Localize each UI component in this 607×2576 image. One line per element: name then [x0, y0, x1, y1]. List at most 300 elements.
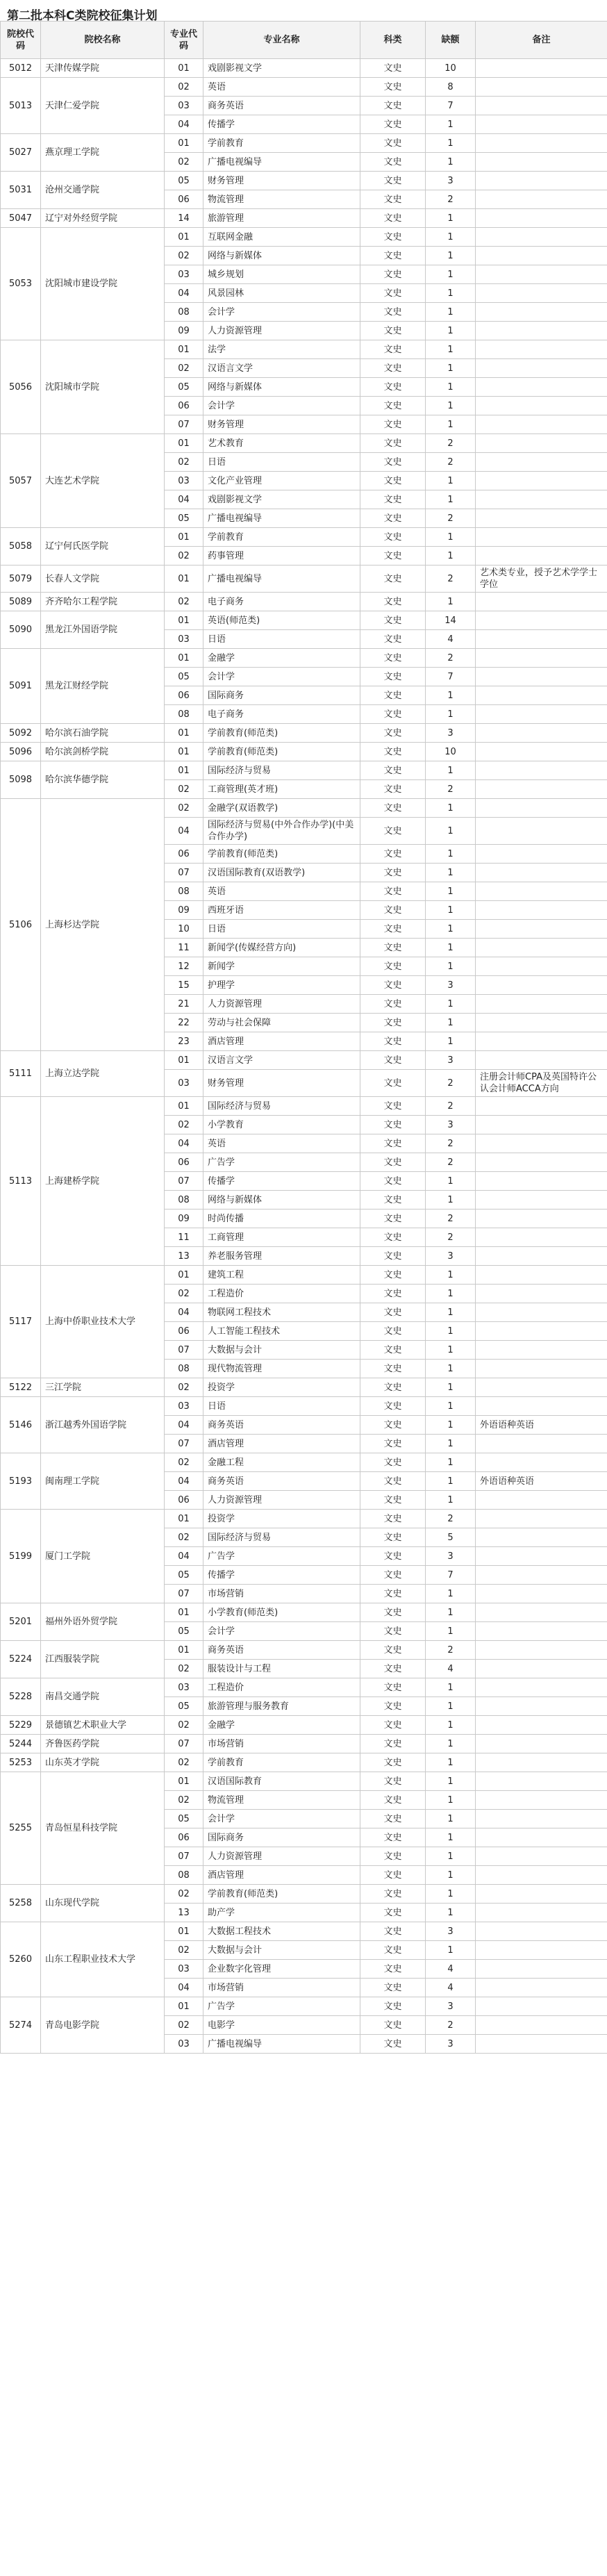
major-name: 人力资源管理 [203, 322, 360, 340]
remarks [476, 1922, 607, 1941]
major-name: 广播电视编导 [203, 565, 360, 593]
category: 文史 [360, 668, 426, 686]
major-code: 02 [165, 1753, 203, 1772]
remarks [476, 957, 607, 976]
category: 文史 [360, 1453, 426, 1472]
vacancy: 1 [426, 415, 476, 434]
school-name: 江西服装学院 [41, 1641, 165, 1678]
remarks [476, 1772, 607, 1791]
table-row [1, 565, 607, 593]
remarks [476, 97, 607, 115]
school-name: 闽南理工学院 [41, 1453, 165, 1510]
category: 文史 [360, 1416, 426, 1435]
major-name: 人力资源管理 [203, 1847, 360, 1866]
vacancy: 1 [426, 1885, 476, 1904]
school-name: 大连艺术学院 [41, 434, 165, 528]
school-code: 5089 [1, 593, 41, 611]
category: 文史 [360, 1472, 426, 1491]
table-row [1, 1378, 607, 1397]
major-name: 传播学 [203, 1172, 360, 1191]
school-name: 南昌交通学院 [41, 1678, 165, 1716]
remarks [476, 78, 607, 97]
vacancy: 10 [426, 59, 476, 78]
major-code: 07 [165, 1847, 203, 1866]
major-code: 01 [165, 528, 203, 547]
major-name: 互联网金融 [203, 228, 360, 247]
category: 文史 [360, 59, 426, 78]
vacancy: 1 [426, 1622, 476, 1641]
vacancy: 3 [426, 1997, 476, 2016]
vacancy: 1 [426, 528, 476, 547]
vacancy: 5 [426, 1528, 476, 1547]
category: 文史 [360, 1070, 426, 1097]
major-name: 广播电视编导 [203, 153, 360, 172]
school-code: 5228 [1, 1678, 41, 1716]
major-name: 商务英语 [203, 97, 360, 115]
vacancy: 1 [426, 845, 476, 864]
school-name: 沈阳城市建设学院 [41, 228, 165, 340]
major-name: 学前教育 [203, 1753, 360, 1772]
remarks [476, 415, 607, 434]
remarks [476, 1051, 607, 1070]
major-code: 08 [165, 1191, 203, 1209]
vacancy: 1 [426, 686, 476, 705]
major-name: 会计学 [203, 303, 360, 322]
vacancy: 3 [426, 1051, 476, 1070]
vacancy: 1 [426, 818, 476, 845]
major-code: 01 [165, 1997, 203, 2016]
major-code: 01 [165, 743, 203, 761]
vacancy: 1 [426, 705, 476, 724]
category: 文史 [360, 1979, 426, 1997]
category: 文史 [360, 845, 426, 864]
school-code: 5193 [1, 1453, 41, 1510]
major-code: 05 [165, 1566, 203, 1585]
category: 文史 [360, 1941, 426, 1960]
category: 文史 [360, 378, 426, 397]
school-code: 5090 [1, 611, 41, 649]
major-code: 15 [165, 976, 203, 995]
remarks [476, 1547, 607, 1566]
remarks [476, 593, 607, 611]
major-code: 04 [165, 490, 203, 509]
vacancy: 1 [426, 1716, 476, 1735]
major-code: 02 [165, 1885, 203, 1904]
remarks [476, 649, 607, 668]
remarks [476, 705, 607, 724]
category: 文史 [360, 415, 426, 434]
header-remarks: 备注 [476, 22, 607, 59]
major-name: 现代物流管理 [203, 1360, 360, 1378]
major-code: 01 [165, 611, 203, 630]
category: 文史 [360, 724, 426, 743]
category: 文史 [360, 134, 426, 153]
major-name: 劳动与社会保障 [203, 1014, 360, 1032]
vacancy: 1 [426, 593, 476, 611]
school-name: 天津仁爱学院 [41, 78, 165, 134]
major-code: 06 [165, 1828, 203, 1847]
table-row [1, 434, 607, 453]
table-row [1, 1641, 607, 1660]
vacancy: 3 [426, 1116, 476, 1134]
vacancy: 1 [426, 1378, 476, 1397]
major-name: 市场营销 [203, 1585, 360, 1603]
remarks [476, 322, 607, 340]
major-code: 02 [165, 78, 203, 97]
table-row [1, 209, 607, 228]
school-name: 浙江越秀外国语学院 [41, 1397, 165, 1453]
school-name: 长春人文学院 [41, 565, 165, 593]
vacancy: 1 [426, 284, 476, 303]
remarks [476, 611, 607, 630]
school-name: 齐鲁医药学院 [41, 1735, 165, 1753]
remarks [476, 818, 607, 845]
vacancy: 1 [426, 134, 476, 153]
major-name: 广播电视编导 [203, 2035, 360, 2054]
remarks [476, 1491, 607, 1510]
school-code: 5079 [1, 565, 41, 593]
major-code: 08 [165, 705, 203, 724]
category: 文史 [360, 1097, 426, 1116]
major-name: 药事管理 [203, 547, 360, 565]
vacancy: 2 [426, 1134, 476, 1153]
table-row [1, 78, 607, 97]
category: 文史 [360, 686, 426, 705]
recruitment-table [0, 21, 607, 2054]
school-name: 辽宁对外经贸学院 [41, 209, 165, 228]
major-name: 艺术教育 [203, 434, 360, 453]
remarks [476, 340, 607, 359]
school-name: 天津传媒学院 [41, 59, 165, 78]
category: 文史 [360, 743, 426, 761]
major-name: 护理学 [203, 976, 360, 995]
major-name: 汉语言文学 [203, 359, 360, 378]
major-name: 人力资源管理 [203, 995, 360, 1014]
remarks [476, 1453, 607, 1472]
major-code: 05 [165, 378, 203, 397]
vacancy: 7 [426, 1566, 476, 1585]
major-code: 02 [165, 1791, 203, 1810]
vacancy: 1 [426, 1904, 476, 1922]
remarks [476, 1603, 607, 1622]
remarks [476, 1247, 607, 1266]
major-code: 01 [165, 761, 203, 780]
vacancy: 3 [426, 172, 476, 190]
remarks [476, 1341, 607, 1360]
remarks [476, 1191, 607, 1209]
major-name: 会计学 [203, 1810, 360, 1828]
category: 文史 [360, 247, 426, 265]
major-name: 广告学 [203, 1997, 360, 2016]
major-code: 03 [165, 630, 203, 649]
major-code: 01 [165, 1603, 203, 1622]
major-code: 07 [165, 1435, 203, 1453]
remarks [476, 172, 607, 190]
vacancy: 1 [426, 359, 476, 378]
category: 文史 [360, 1285, 426, 1303]
vacancy: 14 [426, 611, 476, 630]
major-code: 02 [165, 1660, 203, 1678]
school-code: 5031 [1, 172, 41, 209]
category: 文史 [360, 780, 426, 799]
major-code: 02 [165, 1285, 203, 1303]
major-code: 11 [165, 1228, 203, 1247]
category: 文史 [360, 1960, 426, 1979]
remarks [476, 115, 607, 134]
vacancy: 10 [426, 743, 476, 761]
vacancy: 1 [426, 1866, 476, 1885]
category: 文史 [360, 1603, 426, 1622]
remarks [476, 686, 607, 705]
table-row [1, 761, 607, 780]
remarks [476, 528, 607, 547]
vacancy: 1 [426, 1735, 476, 1753]
category: 文史 [360, 864, 426, 882]
vacancy: 3 [426, 976, 476, 995]
school-name: 黑龙江财经学院 [41, 649, 165, 724]
vacancy: 2 [426, 1510, 476, 1528]
vacancy: 2 [426, 1209, 476, 1228]
major-name: 文化产业管理 [203, 472, 360, 490]
vacancy: 1 [426, 882, 476, 901]
vacancy: 1 [426, 864, 476, 882]
major-name: 电子商务 [203, 705, 360, 724]
school-code: 5096 [1, 743, 41, 761]
major-name: 小学教育 [203, 1116, 360, 1134]
remarks [476, 547, 607, 565]
vacancy: 1 [426, 115, 476, 134]
table-row [1, 799, 607, 818]
major-name: 工商管理(英才班) [203, 780, 360, 799]
remarks [476, 743, 607, 761]
category: 文史 [360, 2016, 426, 2035]
major-code: 02 [165, 1453, 203, 1472]
major-name: 学前教育 [203, 134, 360, 153]
vacancy: 2 [426, 1153, 476, 1172]
table-row [1, 1735, 607, 1753]
major-name: 人力资源管理 [203, 1491, 360, 1510]
category: 文史 [360, 1172, 426, 1191]
category: 文史 [360, 1735, 426, 1753]
major-code: 04 [165, 1134, 203, 1153]
remarks [476, 1209, 607, 1228]
school-name: 上海立达学院 [41, 1051, 165, 1097]
remarks [476, 303, 607, 322]
vacancy: 1 [426, 472, 476, 490]
major-code: 01 [165, 340, 203, 359]
major-code: 01 [165, 724, 203, 743]
remarks [476, 780, 607, 799]
remarks [476, 209, 607, 228]
major-code: 02 [165, 359, 203, 378]
remarks [476, 995, 607, 1014]
major-name: 国际商务 [203, 686, 360, 705]
remarks [476, 1753, 607, 1772]
major-code: 23 [165, 1032, 203, 1051]
major-code: 01 [165, 565, 203, 593]
vacancy: 2 [426, 190, 476, 209]
category: 文史 [360, 265, 426, 284]
school-name: 齐齐哈尔工程学院 [41, 593, 165, 611]
major-name: 英语 [203, 882, 360, 901]
major-code: 06 [165, 1153, 203, 1172]
remarks [476, 1622, 607, 1641]
major-code: 05 [165, 668, 203, 686]
major-name: 金融学 [203, 1716, 360, 1735]
school-name: 沧州交通学院 [41, 172, 165, 209]
major-code: 01 [165, 1922, 203, 1941]
remarks [476, 1810, 607, 1828]
vacancy: 2 [426, 565, 476, 593]
remarks [476, 1172, 607, 1191]
table-row [1, 1603, 607, 1622]
category: 文史 [360, 528, 426, 547]
vacancy: 8 [426, 78, 476, 97]
header-school-name: 院校名称 [41, 22, 165, 59]
major-code: 04 [165, 1472, 203, 1491]
category: 文史 [360, 1491, 426, 1510]
major-name: 戏剧影视文学 [203, 59, 360, 78]
school-code: 5056 [1, 340, 41, 434]
header-major-name: 专业名称 [203, 22, 360, 59]
remarks [476, 2016, 607, 2035]
vacancy: 3 [426, 2035, 476, 2054]
category: 文史 [360, 153, 426, 172]
category: 文史 [360, 818, 426, 845]
remarks [476, 378, 607, 397]
remarks [476, 1116, 607, 1134]
vacancy: 2 [426, 1097, 476, 1116]
table-row [1, 649, 607, 668]
school-code: 5113 [1, 1097, 41, 1266]
major-code: 06 [165, 397, 203, 415]
school-code: 5255 [1, 1772, 41, 1885]
school-code: 5047 [1, 209, 41, 228]
major-code: 02 [165, 1528, 203, 1547]
major-name: 会计学 [203, 668, 360, 686]
major-name: 金融学 [203, 649, 360, 668]
major-code: 07 [165, 1172, 203, 1191]
school-name: 青岛电影学院 [41, 1997, 165, 2054]
school-code: 5224 [1, 1641, 41, 1678]
table-row [1, 1997, 607, 2016]
major-name: 网络与新媒体 [203, 378, 360, 397]
school-code: 5013 [1, 78, 41, 134]
category: 文史 [360, 630, 426, 649]
vacancy: 1 [426, 265, 476, 284]
vacancy: 1 [426, 1847, 476, 1866]
category: 文史 [360, 1247, 426, 1266]
category: 文史 [360, 1547, 426, 1566]
school-code: 5117 [1, 1266, 41, 1378]
school-code: 5106 [1, 799, 41, 1051]
major-name: 学前教育 [203, 528, 360, 547]
vacancy: 1 [426, 1360, 476, 1378]
school-name: 辽宁何氏医学院 [41, 528, 165, 565]
major-name: 电影学 [203, 2016, 360, 2035]
major-name: 广告学 [203, 1547, 360, 1566]
school-code: 5274 [1, 1997, 41, 2054]
table-row [1, 1266, 607, 1285]
school-code: 5258 [1, 1885, 41, 1922]
major-name: 日语 [203, 453, 360, 472]
remarks [476, 976, 607, 995]
vacancy: 7 [426, 668, 476, 686]
remarks [476, 1322, 607, 1341]
major-name: 财务管理 [203, 1070, 360, 1097]
major-code: 10 [165, 920, 203, 939]
major-code: 13 [165, 1904, 203, 1922]
category: 文史 [360, 1191, 426, 1209]
category: 文史 [360, 359, 426, 378]
header-category: 科类 [360, 22, 426, 59]
table-row [1, 593, 607, 611]
school-code: 5260 [1, 1922, 41, 1997]
school-name: 山东现代学院 [41, 1885, 165, 1922]
vacancy: 3 [426, 1247, 476, 1266]
category: 文史 [360, 1810, 426, 1828]
school-name: 哈尔滨石油学院 [41, 724, 165, 743]
table-row [1, 1051, 607, 1070]
category: 文史 [360, 1228, 426, 1247]
vacancy: 4 [426, 1960, 476, 1979]
remarks [476, 397, 607, 415]
school-code: 5053 [1, 228, 41, 340]
major-name: 广播电视编导 [203, 509, 360, 528]
major-code: 02 [165, 1116, 203, 1134]
major-name: 大数据与会计 [203, 1941, 360, 1960]
category: 文史 [360, 340, 426, 359]
remarks: 外语语种英语 [476, 1416, 607, 1435]
vacancy: 2 [426, 453, 476, 472]
major-name: 传播学 [203, 1566, 360, 1585]
major-name: 汉语言文学 [203, 1051, 360, 1070]
category: 文史 [360, 1032, 426, 1051]
remarks [476, 134, 607, 153]
remarks: 注册会计师CPA及英国特许公认会计师ACCA方向 [476, 1070, 607, 1097]
category: 文史 [360, 882, 426, 901]
major-name: 学前教育(师范类) [203, 743, 360, 761]
vacancy: 1 [426, 1322, 476, 1341]
category: 文史 [360, 1566, 426, 1585]
major-code: 06 [165, 845, 203, 864]
vacancy: 3 [426, 1547, 476, 1566]
remarks [476, 1641, 607, 1660]
major-code: 07 [165, 864, 203, 882]
category: 文史 [360, 565, 426, 593]
major-code: 04 [165, 818, 203, 845]
vacancy: 1 [426, 303, 476, 322]
category: 文史 [360, 705, 426, 724]
major-name: 国际经济与贸易 [203, 1528, 360, 1547]
table-row [1, 340, 607, 359]
major-name: 新闻学 [203, 957, 360, 976]
vacancy: 1 [426, 378, 476, 397]
school-name: 哈尔滨剑桥学院 [41, 743, 165, 761]
school-code: 5098 [1, 761, 41, 799]
vacancy: 1 [426, 901, 476, 920]
major-code: 01 [165, 1266, 203, 1285]
major-name: 工商管理 [203, 1228, 360, 1247]
category: 文史 [360, 453, 426, 472]
category: 文史 [360, 1753, 426, 1772]
remarks [476, 1285, 607, 1303]
major-code: 05 [165, 509, 203, 528]
remarks [476, 864, 607, 882]
major-name: 戏剧影视文学 [203, 490, 360, 509]
header-vacancy: 缺额 [426, 22, 476, 59]
vacancy: 2 [426, 509, 476, 528]
